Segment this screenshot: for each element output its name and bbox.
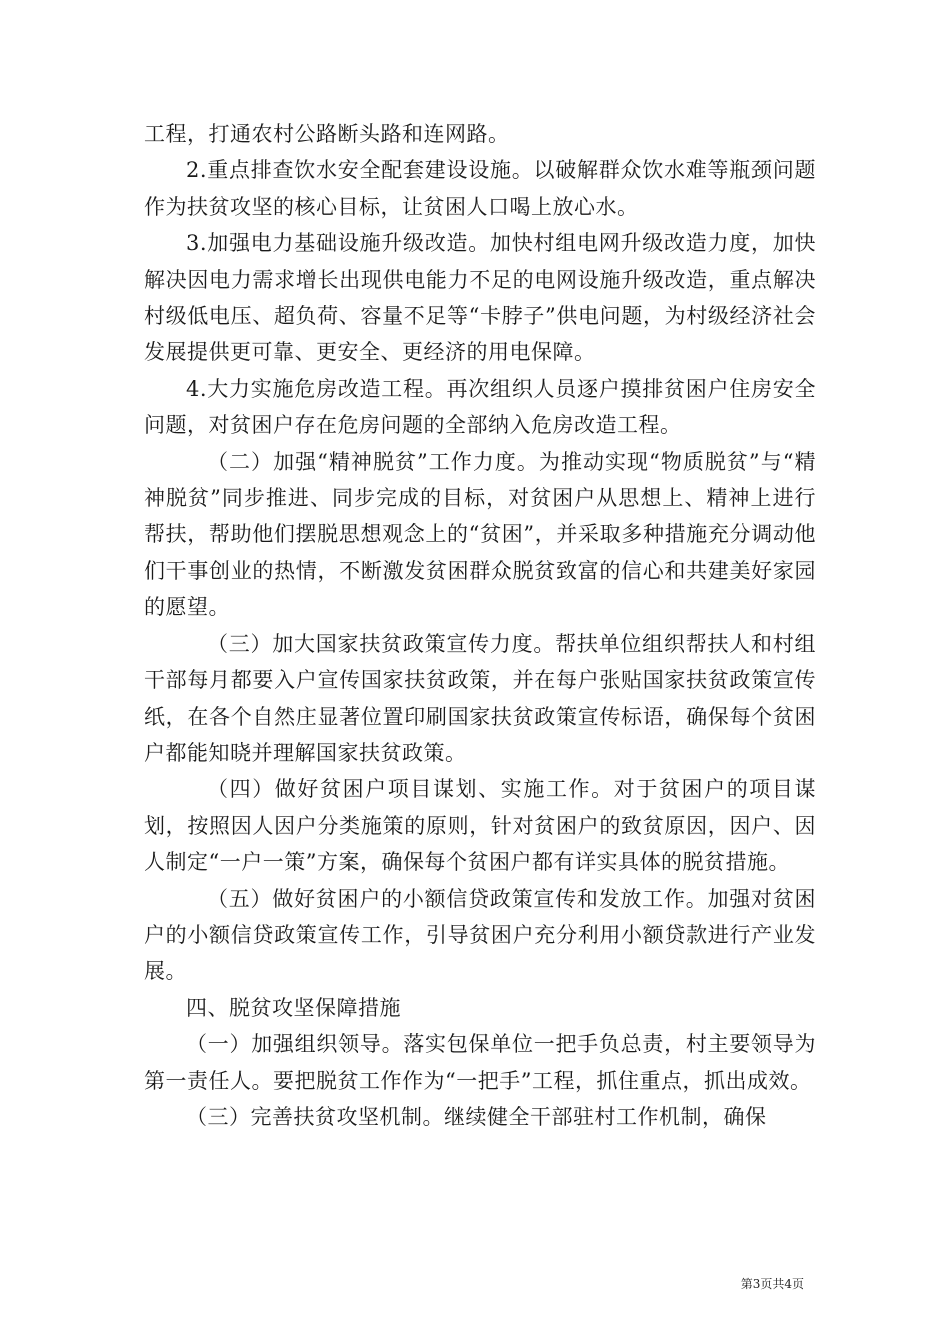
paragraph-microcredit: （五）做好贫困户的小额信贷政策宣传和发放工作。加强对贫困户的小额信贷政策宣传工作，引导贫困户充分利用小额贷款进行产业发展。	[144, 886, 816, 984]
section-heading-safeguards: 四、脱贫攻坚保障措施	[186, 995, 401, 1020]
paragraph-policy-publicity: （三）加大国家扶贫政策宣传力度。帮扶单位组织帮扶人和村组干部每月都要入户宣传国家扶贫政策，并在每户张贴国家扶贫政策宣传纸，在各个自然庄显著位置印刷国家扶贫政策宣传标语，确保每个贫困户都能知晓并理解国家扶贫政策。	[144, 631, 816, 765]
paragraph-project-planning: （四）做好贫困户项目谋划、实施工作。对于贫困户的项目谋划，按照因人因户分类施策的原则，针对贫困户的致贫原因，因户、因人制定“一户一策”方案，确保每个贫困户都有详实具体的脱贫措施。	[144, 777, 816, 875]
paragraph-power-grid: 3.加强电力基础设施升级改造。加快村组电网升级改造力度，加快解决因电力需求增长出现供电能力不足的电网设施升级改造，重点解决村级低电压、超负荷、容量不足等“卡脖子”供电问题，为村级经济社会发展提供更可靠、更安全、更经济的用电保障。	[144, 231, 816, 365]
page-number-footer: 第3页共4页	[740, 1277, 804, 1291]
paragraph-road-continuation: 工程，打通农村公路断头路和连网路。	[144, 122, 510, 146]
paragraph-mechanism: （三）完善扶贫攻坚机制。继续健全干部驻村工作机制，确保	[186, 1104, 767, 1129]
document-body	[144, 116, 816, 1135]
paragraph-housing-renovation: 4.大力实施危房改造工程。再次组织人员逐户摸排贫困户住房安全问题，对贫困户存在危房问题的全部纳入危房改造工程。	[144, 376, 816, 438]
paragraph-organization-leadership: （一）加强组织领导。落实包保单位一把手负总责，村主要领导为第一责任人。要把脱贫工作作为“一把手”工程，抓住重点，抓出成效。	[144, 1032, 816, 1093]
paragraph-drinking-water: 2.重点排查饮水安全配套建设设施。以破解群众饮水难等瓶颈问题作为扶贫攻坚的核心目标，让贫困人口喝上放心水。	[144, 158, 816, 219]
paragraph-spiritual-poverty: （二）加强“精神脱贫”工作力度。为推动实现“物质脱贫”与“精神脱贫”同步推进、同步完成的目标，对贫困户从思想上、精神上进行帮扶，帮助他们摆脱思想观念上的“贫困”，并采取多种措施充分调动他们干事创业的热情，不断激发贫困群众脱贫致富的信心和共建美好家园的愿望。	[144, 449, 816, 620]
